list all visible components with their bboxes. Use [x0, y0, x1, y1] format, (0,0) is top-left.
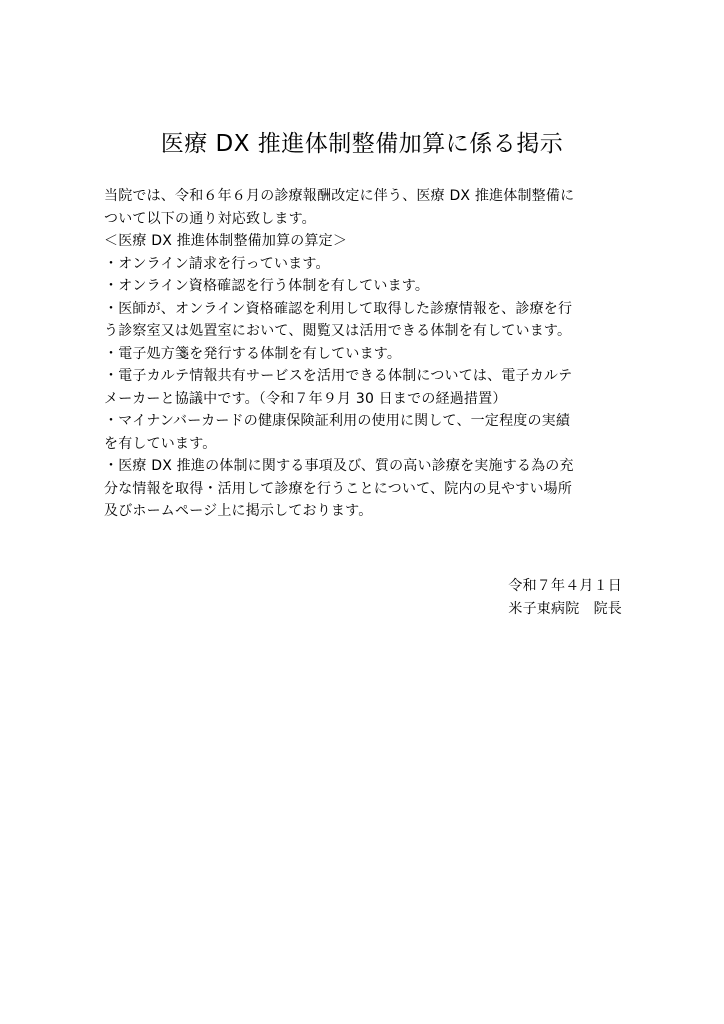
issuer-name: 米子東病院 院長 [508, 601, 622, 617]
bullet-item-continuation: を有しています。 [104, 435, 217, 452]
bullet-item: ・オンライン資格確認を行う体制を有しています。 [104, 278, 430, 294]
bullet-item-continuation: メーカーと協議中です。（令和７年９月 30 日までの経過措置） [104, 390, 507, 407]
bullet-item: ・医師が、オンライン資格確認を利用して取得した診療情報を、診療を行 [104, 300, 573, 317]
bullet-item-continuation: 分な情報を取得・活用して診療を行うことについて、院内の見やすい場所 [104, 480, 573, 497]
bullet-item-continuation: 及びホームページ上に掲示しております。 [104, 503, 373, 519]
body-line: 当院では、令和６年６月の診療報酬改定に伴う、医療 DX 推進体制整備に [104, 188, 575, 204]
bullet-item: ・電子処方箋を発行する体制を有しています。 [104, 345, 402, 362]
body-line: ついて以下の通り対応致します。 [104, 210, 316, 227]
section-heading: ＜医療 DX 推進体制整備加算の算定＞ [104, 233, 348, 249]
bullet-item-continuation: う診察室又は処置室において、閲覧又は活用できる体制を有しています。 [104, 323, 572, 339]
bullet-item: ・医療 DX 推進の体制に関する事項及び、質の高い診療を実施する為の充 [104, 458, 574, 474]
bullet-item: ・オンライン請求を行っています。 [104, 255, 330, 272]
signature-block [508, 575, 622, 621]
bullet-item: ・マイナンバーカードの健康保険証利用の使用に関して、一定程度の実績 [104, 413, 571, 429]
page-title: 医療 DX 推進体制整備加算に係る掲示 [160, 131, 564, 157]
bullet-item: ・電子カルテ情報共有サービスを活用できる体制については、電子カルテ [104, 368, 573, 384]
issue-date: 令和７年４月１日 [508, 578, 622, 594]
notice-body [104, 185, 628, 523]
